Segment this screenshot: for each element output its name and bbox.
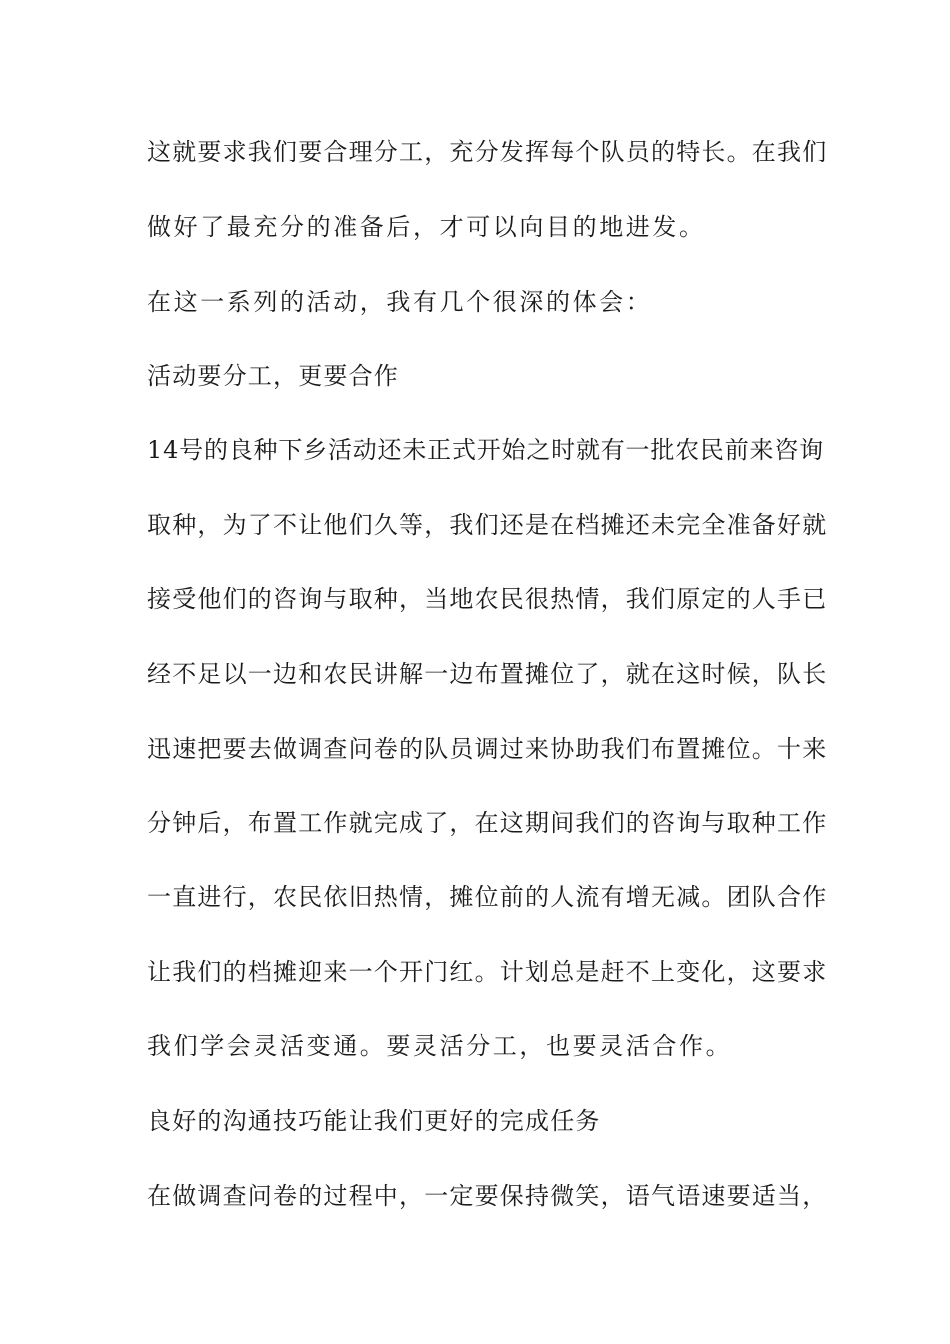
- paragraph-line: 让我们的档摊迎来一个开门红。计划总是赶不上变化，这要求: [147, 958, 828, 986]
- paragraph-line: 我们学会灵活变通。要灵活分工，也要灵活合作。: [147, 1032, 733, 1060]
- paragraph-line: 经不足以一边和农民讲解一边布置摊位了，就在这时候，队长: [147, 660, 828, 688]
- section-heading: 活动要分工，更要合作: [147, 362, 399, 390]
- paragraph-line: 在做调查问卷的过程中，一定要保持微笑，语气语速要适当，: [147, 1182, 828, 1210]
- paragraph-line: 取种，为了不让他们久等，我们还是在档摊还未完全准备好就: [147, 511, 828, 539]
- paragraph-line: 这就要求我们要合理分工，充分发挥每个队员的特长。在我们: [147, 138, 828, 166]
- paragraph-line: 在这一系列的活动，我有几个很深的体会：: [147, 288, 653, 316]
- paragraph-line: 一直进行，农民依旧热情，摊位前的人流有增无减。团队合作: [147, 883, 828, 911]
- paragraph-line: 做好了最充分的准备后，才可以向目的地进发。: [147, 213, 706, 241]
- paragraph-line: 14号的良种下乡活动还未正式开始之时就有一批农民前来咨询: [147, 436, 824, 464]
- paragraph-line: 迅速把要去做调查问卷的队员调过来协助我们布置摊位。十来: [147, 735, 828, 763]
- section-heading: 良好的沟通技巧能让我们更好的完成任务: [147, 1107, 601, 1135]
- paragraph-line: 接受他们的咨询与取种，当地农民很热情，我们原定的人手已: [147, 585, 828, 613]
- paragraph-line: 分钟后，布置工作就完成了，在这期间我们的咨询与取种工作: [147, 809, 828, 837]
